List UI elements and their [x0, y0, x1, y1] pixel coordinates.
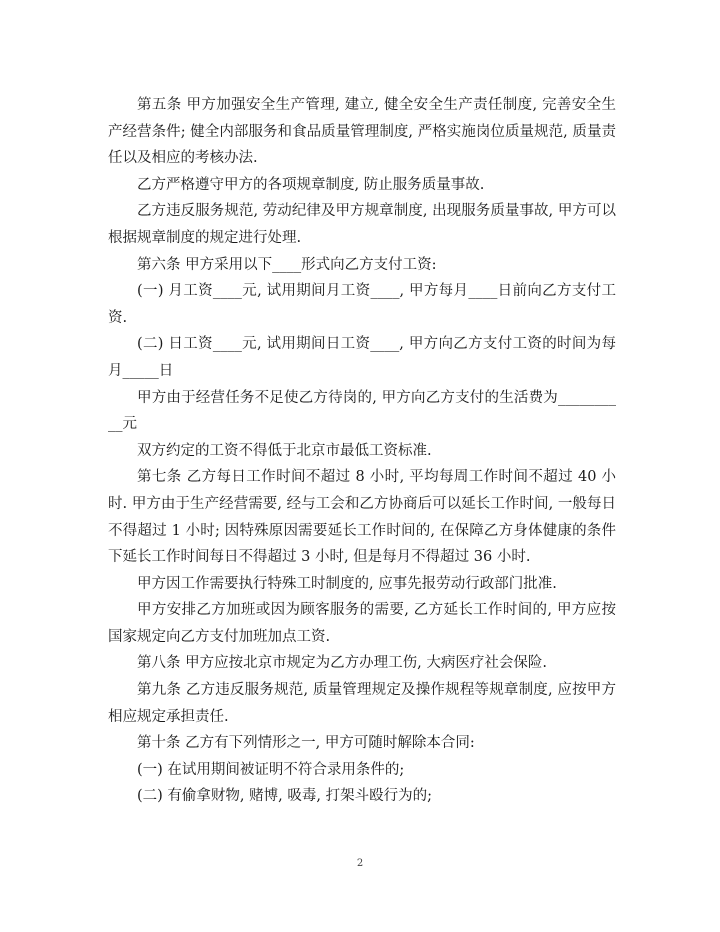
paragraph-article-5: 第五条 甲方加强安全生产管理, 建立, 健全安全生产责任制度, 完善安全生产经营条件; 健全内部服务和食品质量管理制度, 严格实施岗位质量规范, 质量责任以及相应的考核办法. — [108, 97, 616, 167]
paragraph-monthly-wage: (一) 月工资____元, 试用期间月工资____, 甲方每月____日前向乙方支付工资. — [108, 283, 616, 326]
document-body — [108, 92, 616, 810]
paragraph-minimum-wage: 双方约定的工资不得低于北京市最低工资标准. — [137, 442, 432, 459]
paragraph-overtime-pay: 甲方安排乙方加班或因为顾客服务的需要, 乙方延长工作时间的, 甲方应按国家规定向乙方支付加班加点工资. — [108, 602, 616, 645]
paragraph-living-allowance: 甲方由于经营任务不足使乙方待岗的, 甲方向乙方支付的生活费为__________元 — [108, 389, 616, 433]
paragraph-item-2: (二) 有偷拿财物, 赌博, 吸毒, 打架斗殴行为的; — [137, 788, 432, 805]
paragraph-special-hours: 甲方因工作需要执行特殊工时制度的, 应事先报劳动行政部门批准. — [137, 575, 557, 592]
page-number: 2 — [356, 858, 364, 869]
paragraph-article-8: 第八条 甲方应按北京市规定为乙方办理工伤, 大病医疗社会保险. — [137, 655, 547, 672]
paragraph-article-10: 第十条 乙方有下列情形之一, 甲方可随时解除本合同: — [137, 735, 475, 752]
paragraph-comply-rules: 乙方严格遵守甲方的各项规章制度, 防止服务质量事故. — [137, 176, 485, 193]
paragraph-article-9: 第九条 乙方违反服务规范, 质量管理规定及操作规程等规章制度, 应按甲方相应规定承担责任. — [108, 682, 616, 725]
paragraph-item-1: (一) 在试用期间被证明不符合录用条件的; — [137, 761, 405, 778]
paragraph-violation-handling: 乙方违反服务规范, 劳动纪律及甲方规章制度, 出现服务质量事故, 甲方可以根据规章制度的规定进行处理. — [108, 203, 616, 246]
paragraph-article-7: 第七条 乙方每日工作时间不超过 8 小时, 平均每周工作时间不超过 40 小时. 甲方由于生产经营需要, 经与工会和乙方协商后可以延长工作时间, 一般每日不得超过 1 小时; 因特殊原因需要延长工作时间的, 在保障乙方身体健康的条件下延长工作时间每日不得超过 3 小时, 但是每月不得超过 36 小时. — [108, 469, 616, 566]
paragraph-article-6: 第六条 甲方采用以下____形式向乙方支付工资: — [137, 256, 437, 273]
paragraph-daily-wage: (二) 日工资____元, 试用期间日工资____, 甲方向乙方支付工资的时间为每月_____日 — [108, 336, 616, 379]
